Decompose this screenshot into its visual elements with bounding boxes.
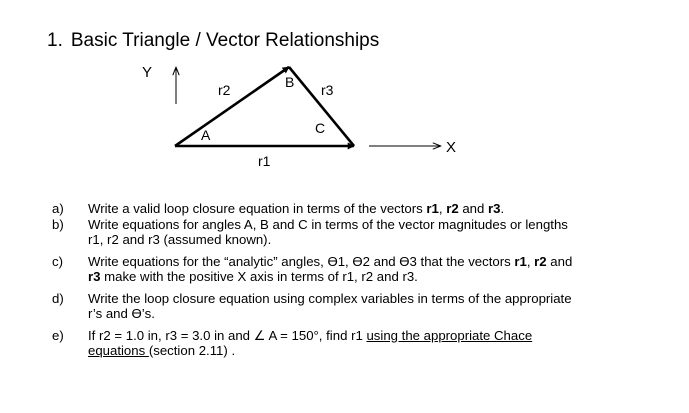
question-text: and	[458, 201, 489, 216]
question-text: Write equations for angles A, B and C in terms of the vector magnitudes or lengths	[88, 216, 568, 232]
question-text: .	[500, 201, 505, 216]
question-letter: a)	[52, 201, 64, 216]
vertex-b-label: B	[285, 74, 295, 90]
vector-r2	[175, 67, 289, 146]
chace-equations-reference: using the appropriate Chace	[366, 327, 533, 343]
question-text: (section 2.11) .	[148, 343, 236, 358]
question-letter: d)	[52, 290, 64, 306]
vector-r3-label: r3	[321, 82, 334, 98]
question-text: Write equations for the “analytic” angles, ϴ1, ϴ2 and ϴ3 that the vectors	[88, 253, 515, 269]
x-axis-label: X	[446, 139, 457, 156]
question-item-d	[52, 291, 672, 322]
title-number: 1.	[47, 30, 63, 51]
question-item-e	[52, 328, 672, 359]
question-text: Write a valid loop closure equation in terms of the vectors	[88, 201, 427, 216]
vector-name: r1	[514, 253, 527, 269]
question-letter: e)	[52, 327, 64, 343]
question-item-a	[52, 201, 672, 217]
question-text: and	[546, 253, 573, 269]
vector-name: r3	[88, 269, 101, 284]
vector-name: r1	[426, 201, 439, 216]
question-list	[52, 201, 672, 359]
question-text: ,	[438, 201, 447, 216]
vector-r1-label: r1	[258, 153, 271, 169]
question-text: make with the positive X axis in terms of r1, r2 and r3.	[100, 269, 418, 284]
title-text: Basic Triangle / Vector Relationships	[70, 30, 380, 51]
question-item-b	[52, 217, 672, 248]
vertex-a-label: A	[201, 127, 211, 143]
question-text: ,	[526, 253, 535, 269]
question-letter: c)	[52, 253, 63, 269]
question-letter: b)	[52, 216, 64, 232]
vector-name: r3	[488, 201, 501, 216]
vector-name: r2	[534, 253, 547, 269]
question-text: r1, r2 and r3 (assumed known).	[88, 232, 272, 247]
question-text: r’s and ϴ’s.	[88, 306, 155, 321]
vertex-c-label: C	[315, 120, 326, 136]
vector-name: r2	[446, 201, 459, 216]
chace-equations-reference: equations	[88, 343, 149, 358]
question-text: Write the loop closure equation using complex variables in terms of the appropriate	[88, 290, 572, 306]
triangle-vector-diagram	[0, 0, 689, 200]
question-item-c	[52, 254, 672, 285]
question-text: If r2 = 1.0 in, r3 = 3.0 in and ∠ A = 150°, find r1	[88, 327, 367, 343]
vector-r2-label: r2	[218, 82, 231, 98]
y-axis-label: Y	[142, 64, 153, 81]
